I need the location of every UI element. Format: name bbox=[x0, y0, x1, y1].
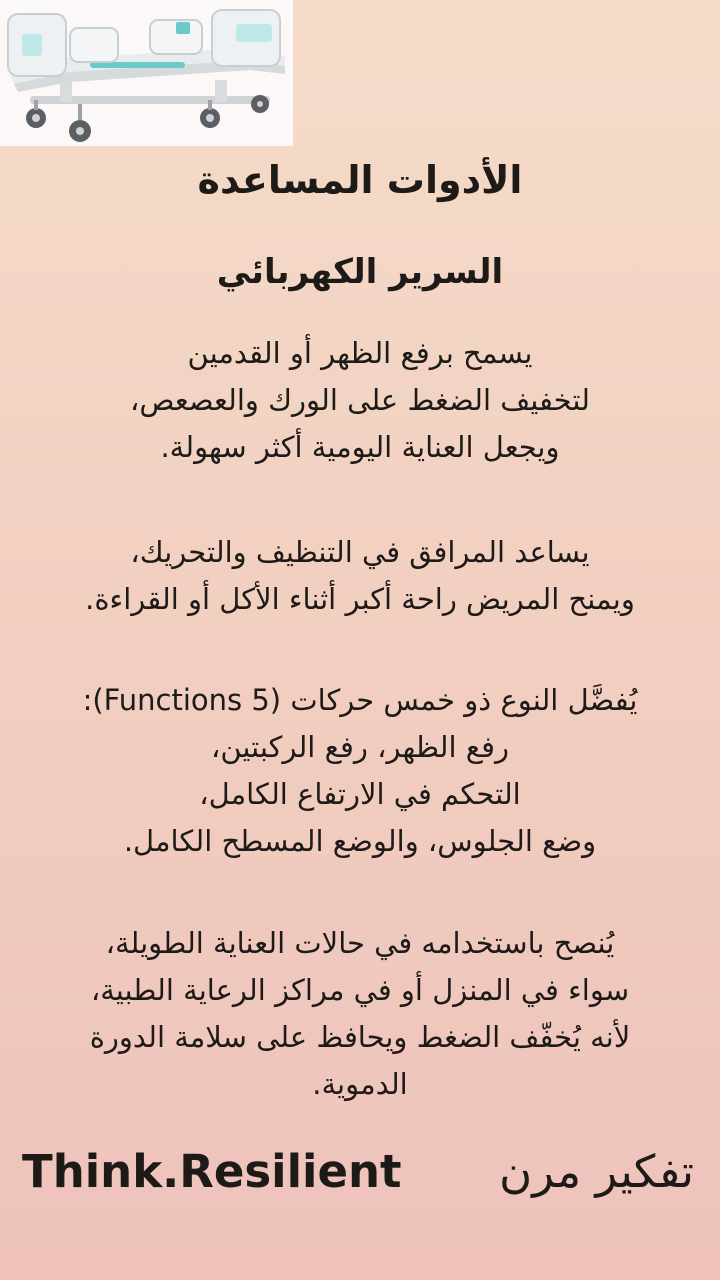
paragraph-line: ويجعل العناية اليومية أكثر سهولة. bbox=[160, 430, 560, 464]
brand-name-arabic: تفكير مرن bbox=[499, 1145, 694, 1198]
paragraph-line: لأنه يُخفّف الضغط ويحافظ على سلامة الدورة bbox=[89, 1020, 631, 1054]
paragraph-line: يسمح برفع الظهر أو القدمين bbox=[187, 336, 533, 370]
paragraph-line: يساعد المرافق في التنظيف والتحريك، bbox=[130, 535, 590, 569]
paragraph-3 bbox=[0, 677, 720, 865]
paragraph-1 bbox=[0, 330, 720, 471]
paragraph-4 bbox=[0, 920, 720, 1108]
hospital-bed-photo bbox=[0, 0, 293, 146]
page-title: الأدوات المساعدة bbox=[197, 158, 523, 202]
paragraph-line: سواء في المنزل أو في مراكز الرعاية الطبية، bbox=[90, 973, 630, 1007]
hospital-bed-icon bbox=[0, 0, 293, 146]
paragraph-line: يُنصح باستخدامه في حالات العناية الطويلة، bbox=[105, 926, 615, 960]
section-subtitle: السرير الكهربائي bbox=[216, 252, 504, 292]
paragraph-line: التحكم في الارتفاع الكامل، bbox=[199, 777, 521, 811]
paragraph-line: يُفضَّل النوع ذو خمس حركات (5 Functions): bbox=[82, 683, 638, 717]
paragraph-line: رفع الظهر، رفع الركبتين، bbox=[210, 730, 510, 764]
paragraph-line: الدموية. bbox=[312, 1067, 408, 1101]
paragraph-line: ويمنح المريض راحة أكبر أثناء الأكل أو القراءة. bbox=[85, 582, 635, 616]
paragraph-line: لتخفيف الضغط على الورك والعصعص، bbox=[130, 383, 590, 417]
paragraph-2 bbox=[0, 529, 720, 623]
brand-name-english: Think.Resilient bbox=[22, 1145, 402, 1198]
paragraph-line: وضع الجلوس، والوضع المسطح الكامل. bbox=[123, 824, 597, 858]
